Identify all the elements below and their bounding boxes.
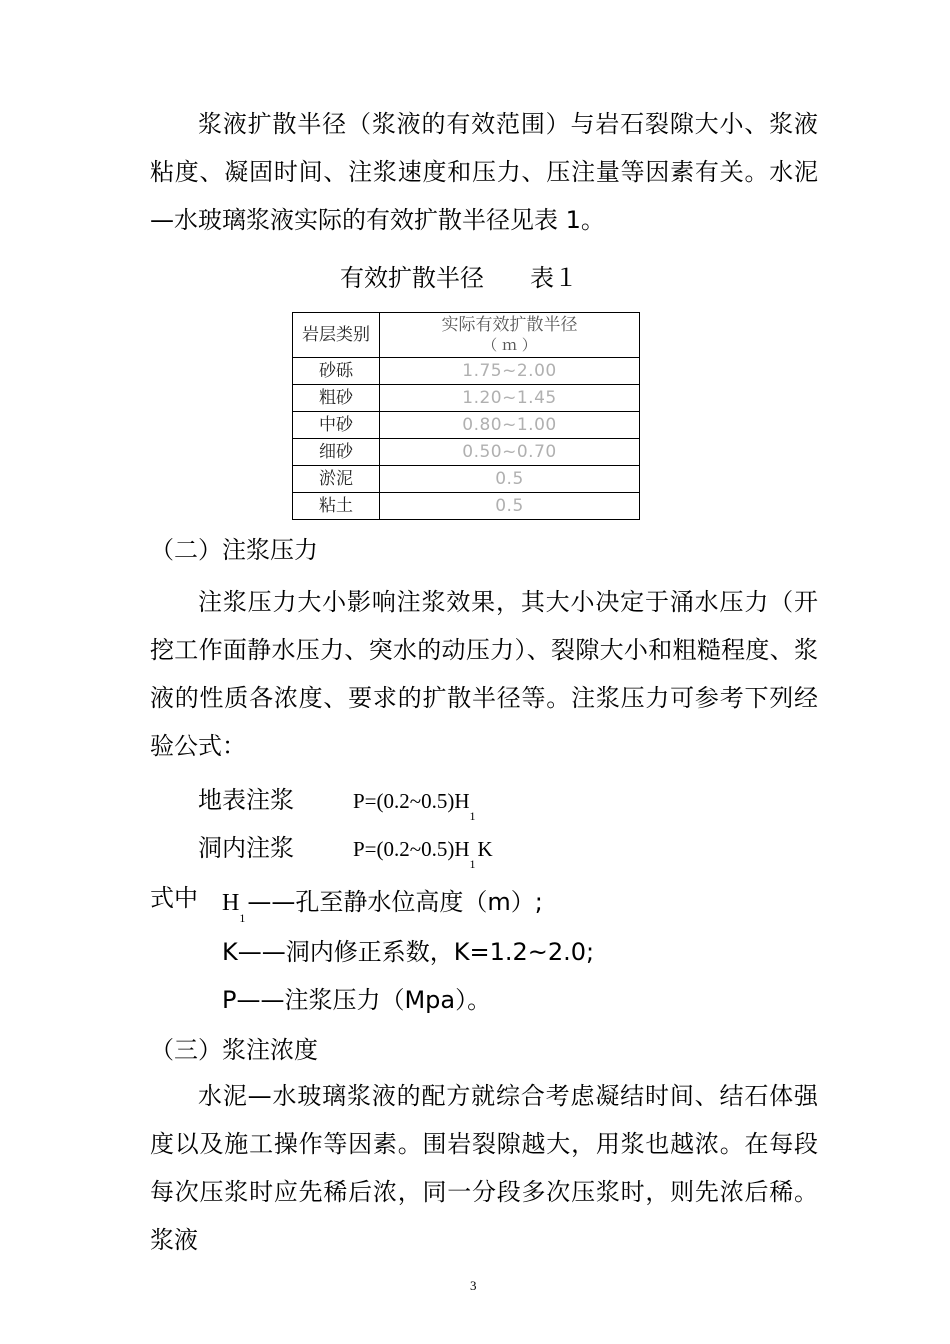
- table-row: [293, 385, 640, 412]
- header-radius-line1: 实际有效扩散半径: [441, 315, 578, 335]
- formula-tunnel-expr: P=(0.2~0.5)H: [353, 837, 470, 861]
- formula-tunnel-tail: K: [477, 837, 493, 861]
- page-number: 3: [470, 1278, 477, 1293]
- formula-surface-sub: 1: [469, 809, 476, 823]
- table-caption: [340, 262, 578, 294]
- table-row: [293, 439, 640, 466]
- cell-rock-type: 砂砾: [293, 358, 380, 385]
- header-rock-type: 岩层类别: [293, 313, 380, 358]
- formula-surface-expr: P=(0.2~0.5)H: [353, 789, 470, 813]
- cell-radius: 0.5: [380, 466, 640, 493]
- cell-radius: 0.50~0.70: [380, 439, 640, 466]
- where-label: 式中: [150, 884, 198, 912]
- cell-rock-type: 粗砂: [293, 385, 380, 412]
- table-caption-title: 有效扩散半径: [340, 264, 484, 292]
- section-heading-concentration: （三）浆注浓度: [150, 1036, 318, 1064]
- cell-radius: 0.5: [380, 493, 640, 520]
- where-h-symbol: H: [222, 890, 240, 916]
- where-p-definition: P——注浆压力（Mpa）。: [222, 986, 492, 1014]
- header-radius: [380, 313, 640, 358]
- formula-surface-label: 地表注浆: [198, 786, 294, 814]
- formula-tunnel: [353, 834, 493, 871]
- diffusion-radius-table: [292, 312, 640, 520]
- table-row: [293, 466, 640, 493]
- where-k-definition: K——洞内修正系数，K=1.2~2.0;: [222, 938, 595, 966]
- table-row: [293, 412, 640, 439]
- cell-rock-type: 中砂: [293, 412, 380, 439]
- table-header-row: [293, 313, 640, 358]
- formula-surface: [353, 786, 478, 823]
- paragraph-pressure: 注浆压力大小影响注浆效果，其大小决定于涌水压力（开挖工作面静水压力、突水的动压力）、裂隙大小和粗糙程度、浆液的性质各浓度、要求的扩散半径等。注浆压力可参考下列经验公式：: [150, 588, 818, 760]
- formula-tunnel-label: 洞内注浆: [198, 834, 294, 862]
- cell-rock-type: 细砂: [293, 439, 380, 466]
- cell-radius: 0.80~1.00: [380, 412, 640, 439]
- cell-rock-type: 淤泥: [293, 466, 380, 493]
- table-row: [293, 358, 640, 385]
- paragraph-diffusion-radius: 浆液扩散半径（浆液的有效范围）与岩石裂隙大小、浆液粘度、凝固时间、注浆速度和压力、压注量等因素有关。水泥—水玻璃浆液实际的有效扩散半径见表 1。: [150, 110, 818, 234]
- where-h-definition: [222, 886, 543, 925]
- table-caption-label: 表１: [530, 264, 578, 292]
- section-heading-pressure: （二）注浆压力: [150, 536, 318, 564]
- cell-radius: 1.75~2.00: [380, 358, 640, 385]
- formula-tunnel-sub: 1: [469, 857, 476, 871]
- where-h-sub: 1: [239, 911, 246, 925]
- cell-radius: 1.20~1.45: [380, 385, 640, 412]
- where-h-text: ——孔至静水位高度（m）;: [247, 888, 543, 916]
- header-radius-unit: （ ｍ ）: [482, 336, 537, 354]
- cell-rock-type: 粘土: [293, 493, 380, 520]
- table-row: [293, 493, 640, 520]
- paragraph-concentration: 水泥—水玻璃浆液的配方就综合考虑凝结时间、结石体强度以及施工操作等因素。围岩裂隙越大，用浆也越浓。在每段每次压浆时应先稀后浓，同一分段多次压浆时，则先浓后稀。浆液: [150, 1082, 818, 1254]
